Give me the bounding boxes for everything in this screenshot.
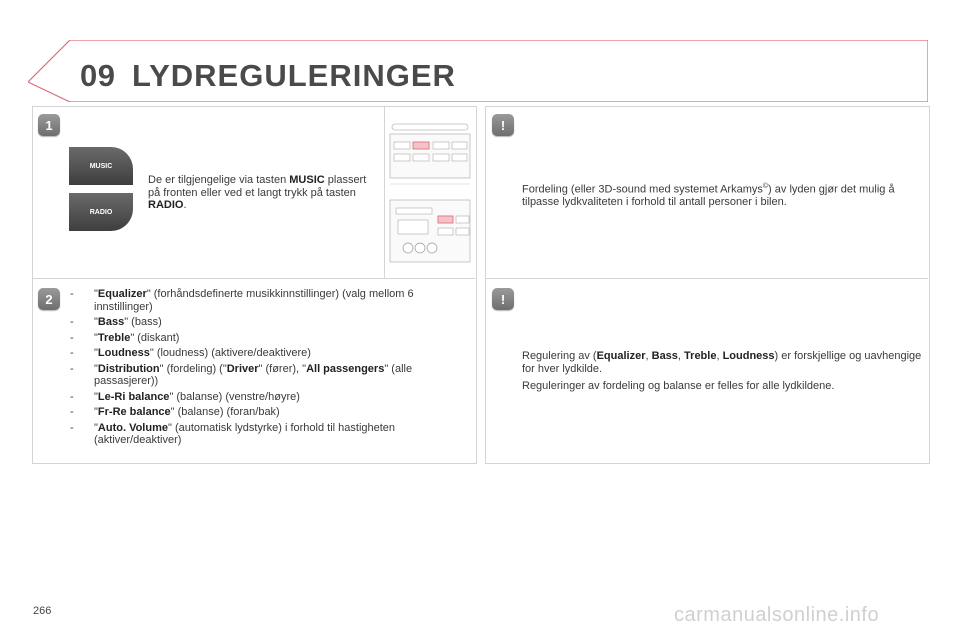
quote: " [94, 331, 98, 344]
page-number: 266 [33, 605, 52, 617]
note2-paragraph-2: Reguleringer av fordeling og balanse er felles for alle lydkildene. [522, 380, 835, 392]
section1-text-end: . [183, 199, 187, 211]
right-panel [485, 106, 930, 464]
warning-badge-1: ! [492, 114, 514, 136]
item-desc: " (balanse) (venstre/høyre) [169, 390, 300, 403]
step-badge-2: 2 [38, 288, 60, 310]
watermark: carmanualsonline.info [674, 604, 880, 626]
page-title: LYDREGULERINGER [132, 58, 456, 93]
item-desc: " (balanse) (foran/bak) [170, 406, 280, 418]
quote: " [94, 316, 98, 328]
sep: , [677, 350, 685, 362]
note2-text [522, 350, 922, 393]
list-dash: - [70, 288, 74, 300]
item-label: Distribution [97, 362, 160, 375]
note2-loudness: Loudness [722, 350, 775, 362]
item-label: Treble [97, 331, 131, 344]
settings-list [70, 288, 475, 450]
list-dash: - [70, 390, 74, 403]
left-image-divider [384, 107, 385, 278]
note1-text-post: ) av lyden gjør det mulig å tilpasse lydkvaliteten i forhold til antall personer i bilen. [522, 183, 895, 209]
item-label: Auto. Volume [97, 421, 168, 434]
list-item [70, 316, 475, 329]
sep: , [716, 350, 723, 362]
quote: " [94, 362, 98, 375]
list-dash: - [70, 406, 74, 418]
quote: " [94, 347, 98, 359]
list-dash: - [70, 316, 74, 328]
note2-equalizer: Equalizer [596, 350, 646, 362]
list-item [70, 332, 475, 345]
quote: " [94, 390, 98, 403]
item-label-all-passengers: All passengers [306, 362, 385, 375]
list-dash: - [70, 421, 74, 434]
item-desc: " (alle passasjerer)) [94, 362, 413, 387]
warning-badge-2: ! [492, 288, 514, 310]
section1-text-mid: plassert på fronten eller ved et langt trykk på tasten [148, 174, 367, 199]
note2-bass: Bass [651, 350, 678, 362]
item-label: Fr-Re balance [97, 406, 171, 418]
item-label: Le-Ri balance [97, 390, 170, 403]
note2-pre: Regulering av ( [522, 350, 597, 362]
item-label: Equalizer [97, 288, 147, 300]
radio-unit-illustration [386, 112, 474, 274]
copyright-mark: © [762, 183, 769, 190]
note2-post: ) er forskjellige og uavhengige for hver lydkilde. [522, 350, 922, 375]
quote: " [94, 288, 98, 300]
section1-radio-label: RADIO [148, 199, 184, 211]
list-item [70, 391, 475, 404]
item-label-driver: Driver [226, 362, 259, 375]
item-desc: " (fordeling) (" [159, 362, 227, 375]
note2-paragraph-1 [522, 350, 922, 375]
item-label: Bass [97, 316, 125, 328]
section1-text-pre: De er tilgjengelige via tasten [148, 174, 290, 186]
music-key-icon: MUSIC [69, 147, 133, 185]
item-desc: " (forhåndsdefinerte musikkinnstillinger) (valg mellom 6 innstillinger) [94, 288, 414, 313]
right-panel-divider [486, 278, 928, 279]
item-desc: " (loudness) (aktivere/deaktivere) [149, 347, 311, 359]
list-item [70, 406, 475, 419]
note2-treble: Treble [684, 350, 717, 362]
list-dash: - [70, 331, 74, 344]
item-desc: " (fører), " [258, 362, 307, 375]
note1-text-pre: Fordeling (eller 3D-sound med systemet Arkamys [522, 183, 763, 196]
step-badge-1: 1 [38, 114, 60, 136]
sep: , [645, 350, 652, 362]
item-desc: " (diskant) [130, 331, 180, 344]
item-desc: " (bass) [124, 316, 162, 328]
item-label: Loudness [97, 347, 150, 359]
chapter-number: 09 [80, 58, 116, 93]
list-item [70, 288, 475, 313]
list-dash: - [70, 347, 74, 359]
section1-music-label: MUSIC [289, 174, 325, 186]
quote: " [94, 406, 98, 418]
list-item [70, 363, 475, 388]
section1-text [148, 174, 368, 212]
note1-text [522, 181, 917, 209]
left-panel-divider [33, 278, 475, 279]
list-item [70, 422, 475, 447]
item-desc: " (automatisk lydstyrke) i forhold til hastigheten (aktiver/deaktiver) [94, 421, 396, 446]
radio-key-icon: RADIO [69, 193, 133, 231]
quote: " [94, 421, 98, 434]
list-item [70, 347, 475, 360]
list-dash: - [70, 362, 74, 375]
